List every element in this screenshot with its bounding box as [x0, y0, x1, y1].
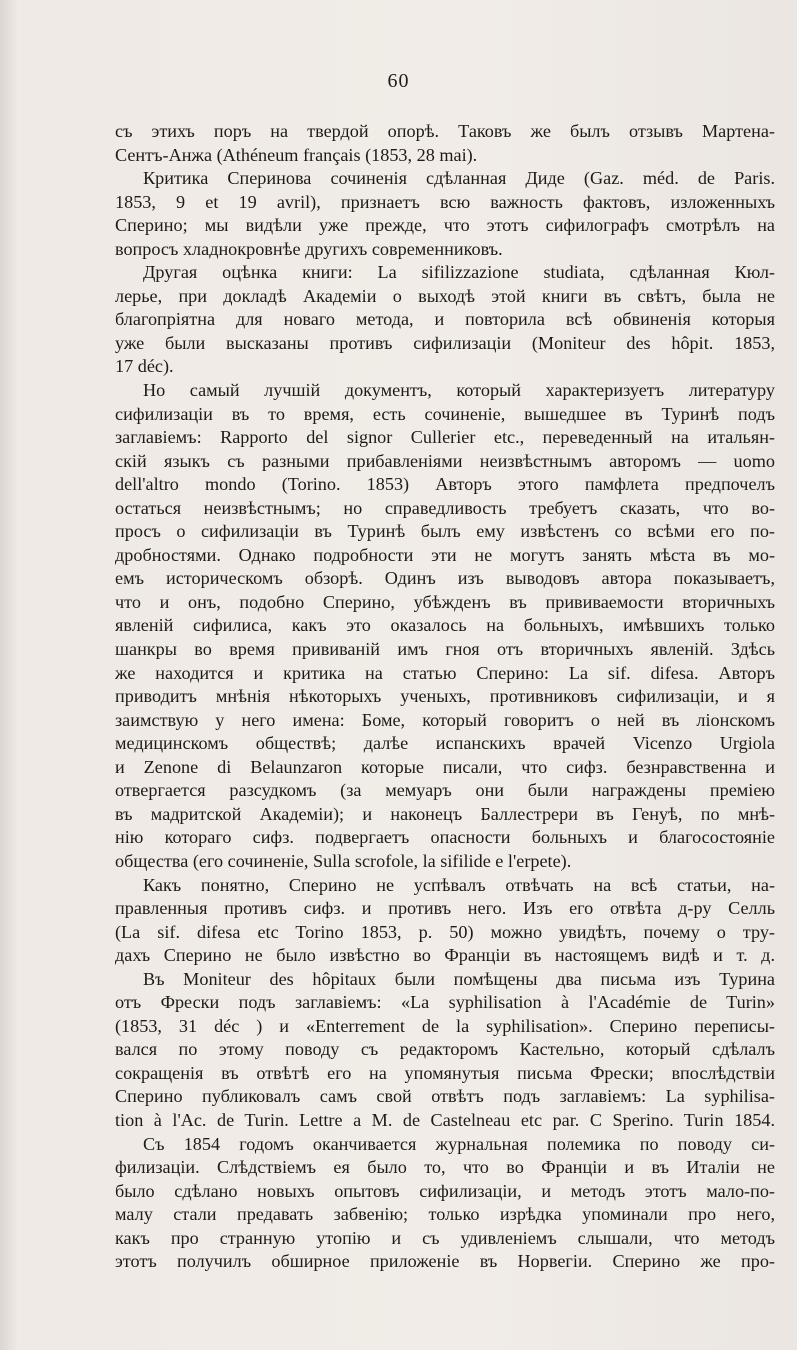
text-line: Сперино публиковалъ самъ свой отвѣтъ подъ заглавіемъ: La syphilisa-	[115, 1086, 775, 1107]
text-line: нію котораго сифз. подвергаетъ опасности больныхъ и благосостояніе	[115, 827, 775, 848]
text-line: филизаціи. Слѣдствіемъ ея было то, что во Франціи и въ Италіи не	[115, 1157, 775, 1178]
text-line: вался по этому поводу съ редакторомъ Кастельно, который сдѣлалъ	[115, 1039, 775, 1060]
text-line: остаться неизвѣстнымъ; но справедливость требуетъ сказать, что во-	[115, 497, 775, 518]
text-line: дахъ Сперино не было извѣстно во Франціи въ настоящемъ видѣ и т. д.	[115, 945, 775, 966]
text-line: Другая оцѣнка книги: La sifilizzazione studiata, сдѣланная Кюл-	[143, 262, 775, 283]
text-line: (La sif. difesa etc Torino 1853, p. 50) можно увидѣть, почему о тру-	[115, 921, 775, 942]
text-line: же находится и критика на статью Сперино: La sif. difesa. Авторъ	[115, 662, 775, 683]
text-line: этотъ получилъ обширное приложеніе въ Норвегіи. Сперино же про-	[115, 1251, 775, 1272]
text-line: вопросъ хладнокровнѣе другихъ современниковъ.	[115, 238, 503, 259]
text-line: явленій сифилиса, какъ это оказалось на больныхъ, имѣвшихъ только	[115, 615, 775, 636]
text-line: Въ Moniteur des hôpitaux были помѣщены два письма изъ Турина	[143, 968, 775, 989]
text-line: и Zenone di Belaunzaron которые писали, что сифз. безнравственна и	[115, 756, 775, 777]
text-line: Но самый лучшій документъ, который характеризуетъ литературу	[143, 380, 775, 401]
text-line: скій языкъ съ разными прибавленіями неизвѣстнымъ авторомъ — uomo	[115, 450, 775, 471]
text-line: медицинскомъ обществѣ; далѣе испанскихъ врачей Vicenzo Urgiola	[115, 733, 775, 754]
text-line: tion à l'Ac. de Turin. Lettre a M. de Castelneau etc par. C Sperino. Turin 1854.	[115, 1109, 775, 1130]
text-line: заимствую у него имена: Боме, который говоритъ о ней въ ліонскомъ	[115, 709, 775, 730]
text-line: просъ о сифилизаціи въ Туринѣ былъ ему извѣстенъ со всѣми его по-	[115, 521, 775, 542]
text-line: Съ 1854 годомъ оканчивается журнальная полемика по поводу си-	[143, 1133, 775, 1154]
text-line: 17 déc).	[115, 356, 174, 377]
text-line: съ этихъ поръ на твердой опорѣ. Таковъ же былъ отзывъ Мартена-	[115, 121, 775, 141]
text-line: лерье, при докладѣ Академіи о выходѣ этой книги въ свѣтъ, была не	[115, 285, 775, 306]
text-line: dell'altro mondo (Torino. 1853) Авторъ этого памфлета предпочелъ	[115, 474, 775, 495]
page-number: 60	[387, 70, 410, 92]
text-line: что и онъ, подобно Сперино, убѣжденъ въ прививаемости вторичныхъ	[115, 591, 775, 612]
text-line: какъ про странную утопію и съ удивленіемъ слышали, что методъ	[115, 1227, 775, 1248]
text-line: 1853, 9 et 19 avril), признаетъ всю важность фактовъ, изложенныхъ	[115, 191, 775, 212]
text-line: общества (его сочиненіе, Sulla scrofole, la sifilide e l'erpete).	[115, 850, 572, 871]
text-line: Сентъ-Анжа (Athéneum français (1853, 28 mai).	[115, 144, 478, 165]
text-line: (1853, 31 déc ) и «Enterrement de la syphilisation». Сперино переписы-	[115, 1015, 775, 1036]
text-line: благопріятна для новаго метода, и повторила всѣ обвиненія которыя	[115, 309, 775, 330]
text-line: сокращенія въ отвѣтѣ его на упомянутыя письма Фрески; впослѣдствіи	[115, 1062, 775, 1083]
text-line: уже были высказаны противъ сифилизаціи (Moniteur des hôpit. 1853,	[115, 332, 775, 353]
text-line: было сдѣлано новыхъ опытовъ сифилизаціи, и методъ этотъ мало-по-	[115, 1180, 775, 1201]
text-line: Критика Сперинова сочиненія сдѣланная Диде (Gaz. méd. de Paris.	[143, 168, 775, 189]
text-line: Какъ понятно, Сперино не успѣвалъ отвѣчать на всѣ статьи, на-	[143, 874, 775, 895]
text-line: въ мадритской Академiи); и наконецъ Баллестрери въ Генуѣ, по мнѣ-	[115, 803, 775, 824]
text-line: заглавіемъ: Rapporto del signor Cullerier etc., переведенный на итальян-	[115, 427, 775, 448]
text-line: правленныя противъ сифз. и противъ него. Изъ его отвѣта д-ру Селль	[115, 898, 775, 919]
text-line: емъ историческомъ обзорѣ. Одинъ изъ выводовъ автора показываетъ,	[115, 568, 775, 589]
text-line: дробностями. Однако подробности эти не могутъ занять мѣста въ мо-	[115, 544, 775, 565]
text-line: сифилизаціи въ то время, есть сочиненіе, вышедшее въ Туринѣ подъ	[115, 403, 775, 424]
body-text	[115, 120, 775, 1274]
text-line: Сперино; мы видѣли уже прежде, что этотъ сифилографъ смотрѣлъ на	[115, 215, 775, 236]
text-line: отвергается разсудкомъ (за мемуаръ они были награждены премiею	[115, 780, 775, 801]
text-line: отъ Фрески подъ заглавіемъ: «La syphilisation à l'Académie de Turin»	[115, 992, 775, 1013]
text-line: приводитъ мнѣнія нѣкоторыхъ ученыхъ, противниковъ сифилизаціи, и я	[115, 686, 775, 707]
text-line: шанкры во время прививаній имъ гноя отъ вторичныхъ явленій. Здѣсь	[115, 639, 775, 660]
text-line: малу стали предавать забвенію; только изрѣдка упоминали про него,	[115, 1204, 775, 1225]
